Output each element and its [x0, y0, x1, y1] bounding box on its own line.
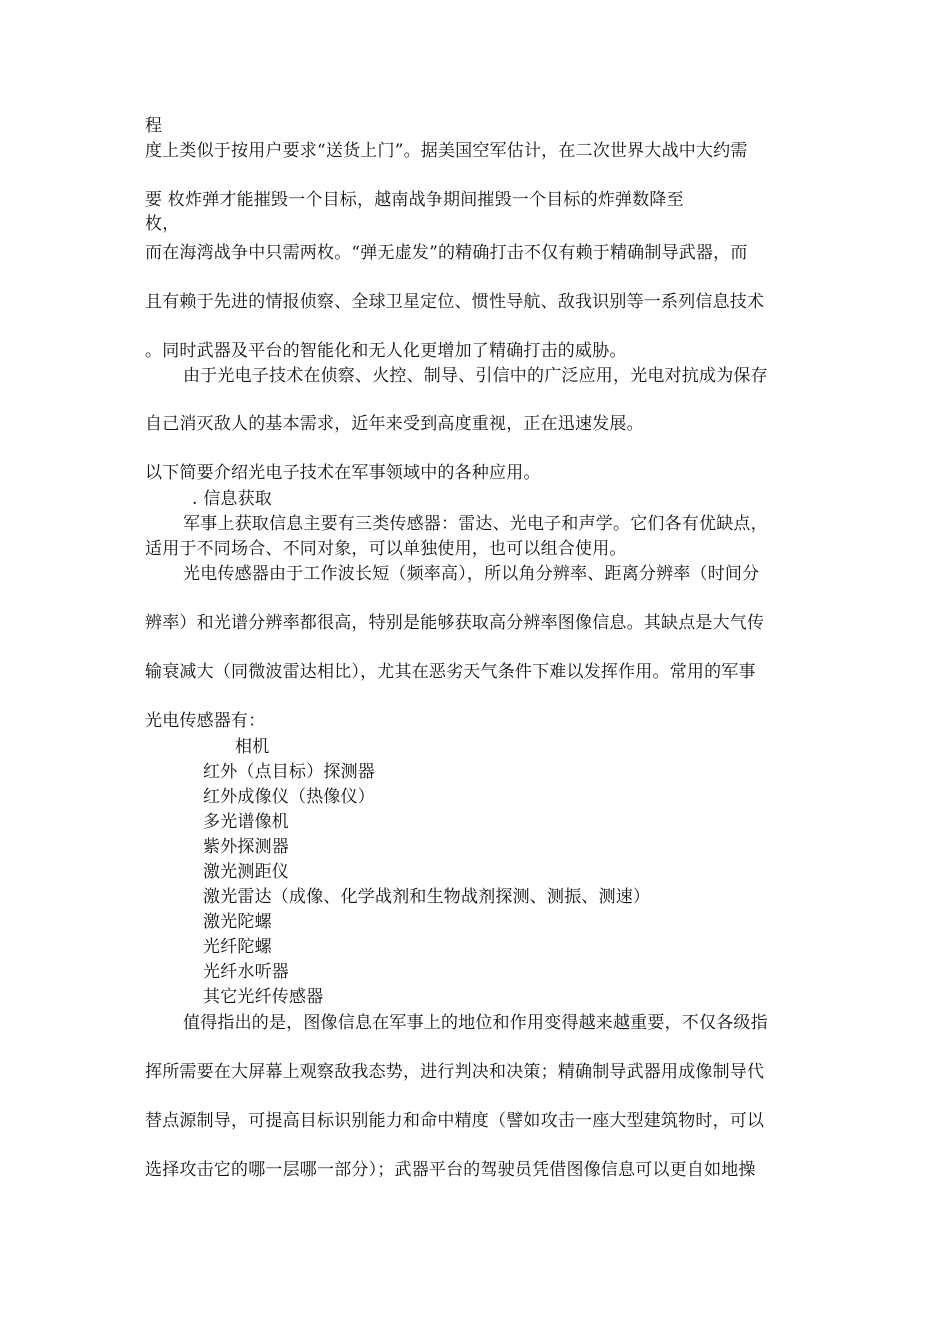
text-line: 选择攻击它的哪一层哪一部分）；武器平台的驾驶员凭借图像信息可以更自如地操 — [145, 1160, 756, 1180]
text-line: 自己消灭敌人的基本需求，近年来受到高度重视，正在迅速发展。 — [145, 414, 644, 434]
list-item: 相机 — [235, 737, 270, 757]
text-line: 军事上获取信息主要有三类传感器：雷达、光电子和声学。它们各有优缺点， — [183, 514, 768, 534]
text-line: 枚， — [145, 214, 180, 234]
text-line: 替点源制导，可提高目标识别能力和命中精度（譬如攻击一座大型建筑物时，可以 — [145, 1111, 765, 1131]
text-line: 输衰减大（同微波雷达相比），尤其在恶劣天气条件下难以发挥作用。常用的军事 — [145, 662, 756, 682]
text-line: 值得指出的是，图像信息在军事上的地位和作用变得越来越重要，不仅各级指 — [183, 1013, 768, 1033]
list-item: 光纤陀螺 — [203, 937, 272, 957]
list-item: 光纤水听器 — [203, 962, 289, 982]
text-line: 光电传感器由于工作波长短（频率高），所以角分辨率、距离分辨率（时间分 — [183, 564, 760, 584]
text-line: 度上类似于按用户要求“送货上门”。据美国空军估计，在二次世界大战中大约需 — [145, 141, 748, 161]
list-item: 多光谱像机 — [203, 812, 289, 832]
text-line: 要 枚炸弹才能摧毁一个目标，越南战争期间摧毁一个目标的炸弹数降至 — [145, 190, 684, 210]
text-line: 辨率）和光谱分辨率都很高，特别是能够获取高分辨率图像信息。其缺点是大气传 — [145, 613, 765, 633]
text-line: 程 — [145, 116, 163, 136]
text-line: 由于光电子技术在侦察、火控、制导、引信中的广泛应用，光电对抗成为保存 — [183, 366, 768, 386]
text-line: 光电传感器有： — [145, 711, 266, 731]
list-item: 激光雷达（成像、化学战剂和生物战剂探测、测振、测速） — [203, 887, 651, 907]
text-line: 而在海湾战争中只需两枚。“弹无虚发”的精确打击不仅有赖于精确制导武器，而 — [145, 243, 748, 263]
text-line: 以下简要介绍光电子技术在军事领域中的各种应用。 — [145, 463, 541, 483]
text-line: 且有赖于先进的情报侦察、全球卫星定位、惯性导航、敌我识别等一系列信息技术 — [145, 292, 765, 312]
list-item: 红外成像仪（热像仪） — [203, 787, 375, 807]
list-item: 激光测距仪 — [203, 862, 289, 882]
list-item: 其它光纤传感器 — [203, 987, 324, 1007]
text-line: 适用于不同场合、不同对象，可以单独使用，也可以组合使用。 — [145, 539, 627, 559]
section-heading: . 信息获取 — [192, 489, 273, 509]
list-item: 紫外探测器 — [203, 837, 289, 857]
text-line: 。同时武器及平台的智能化和无人化更增加了精确打击的威胁。 — [145, 341, 627, 361]
list-item: 红外（点目标）探测器 — [203, 762, 375, 782]
list-item: 激光陀螺 — [203, 912, 272, 932]
text-line: 挥所需要在大屏幕上观察敌我态势，进行判决和决策；精确制导武器用成像制导代 — [145, 1062, 765, 1082]
